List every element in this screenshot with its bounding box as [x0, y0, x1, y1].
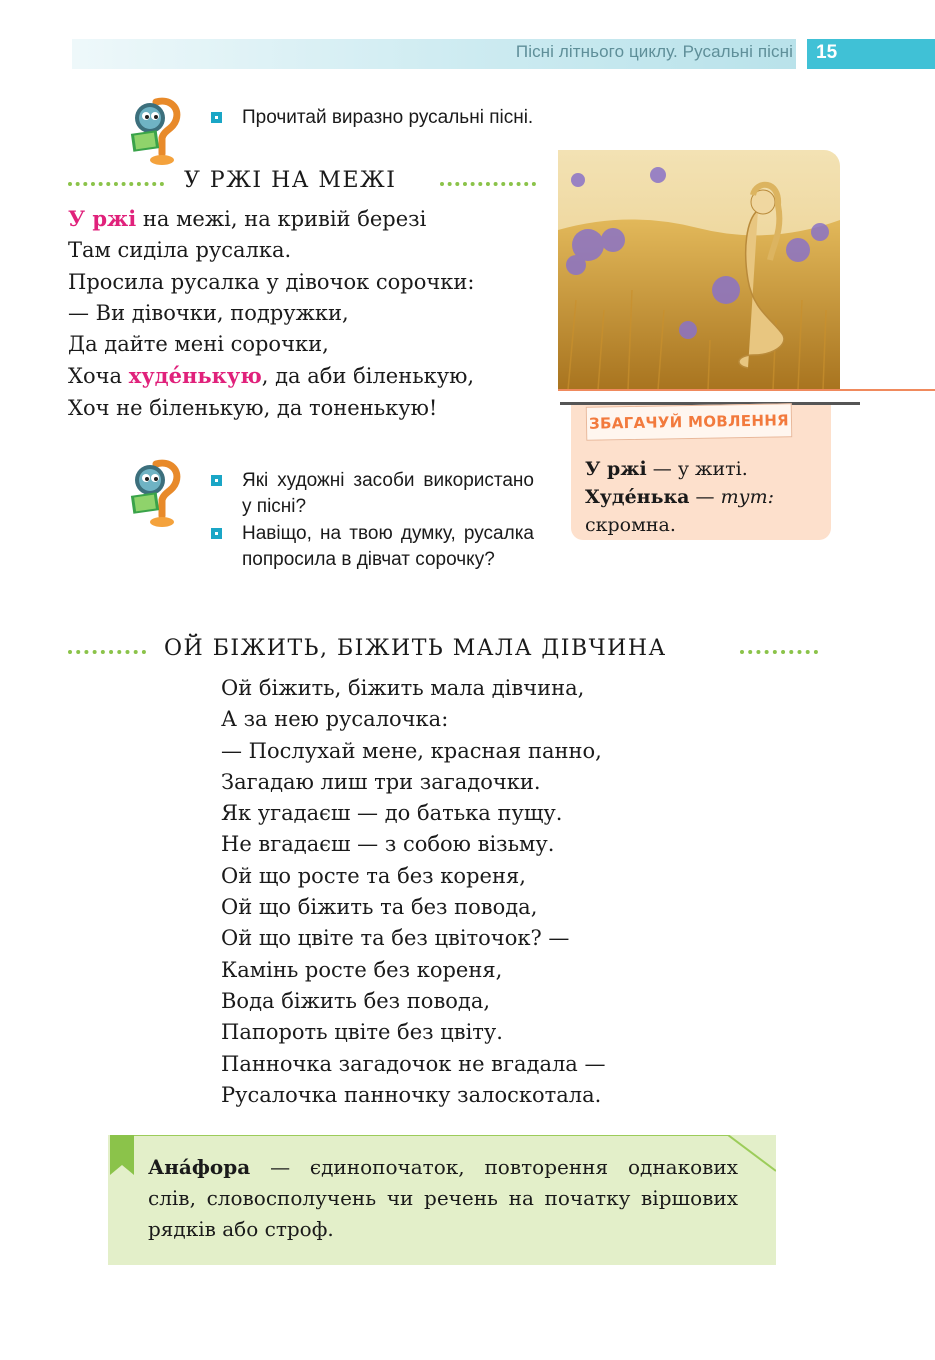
heading-dots-left [68, 182, 164, 186]
question-1: Які художні засоби використано у пісні? [242, 470, 534, 517]
task-read-aloud: Прочитай виразно русальні пісні. [242, 107, 534, 128]
poem-line: Як угадаєш — до батька пущу. [221, 801, 563, 826]
poem-text: Хоча [68, 364, 129, 389]
poem-text: , да аби біленькую, [261, 364, 475, 389]
bullet-marker [211, 528, 222, 539]
poem-line: Просила русалка у дівочок сорочки: [68, 269, 475, 294]
vocabulary-tag: ЗБАГАЧУЙ МОВЛЕННЯ [586, 403, 793, 441]
poem-line: Не вгадаєш — з собою візьму. [221, 832, 555, 857]
poem-line: Загадаю лиш три загадочки. [221, 769, 541, 794]
poem-line: Камінь росте без кореня, [221, 957, 503, 982]
poem-line: Ой що росте та без кореня, [221, 863, 526, 888]
poem-line: Ой біжить, біжить мала дівчина, [221, 676, 585, 700]
vocab-entry: скромна. [585, 514, 676, 536]
vocabulary-entries [585, 455, 774, 539]
song2-poem [221, 673, 606, 1111]
vocab-entry [585, 455, 774, 483]
vocab-dash: — [689, 486, 721, 508]
song1-title: У РЖІ НА МЕЖІ [184, 168, 397, 193]
definition-term: Ана́фора [148, 1155, 251, 1179]
heading-dots-left [68, 650, 146, 654]
vocab-note: тут: [720, 486, 775, 508]
poem-line: Хоч не біленькую, да тоненькую! [68, 395, 438, 420]
reading-mascot-icon [126, 96, 182, 168]
poem-line: Там сиділа русалка. [68, 238, 292, 263]
question-2: Навіщо, на твою думку, русалка попросила в дівчат сорочку? [242, 523, 534, 570]
poem-line: Русалочка панночку залоскотала. [221, 1082, 602, 1107]
heading-dots-right [740, 650, 818, 654]
poem-line: — Ви дівочки, подружки, [68, 300, 349, 325]
poem-line [68, 360, 474, 392]
poem-line: А за нею русалочка: [221, 707, 449, 732]
reading-mascot-icon [126, 458, 182, 530]
poem-line: Панночка загадочок не вгадала — [221, 1051, 606, 1076]
poem-line: — Послухай мене, красная панно, [221, 738, 602, 763]
highlighted-word: худе́нькую [128, 363, 262, 389]
vocab-entry [585, 483, 774, 511]
highlighted-word: У ржі [68, 206, 137, 231]
poem-line [68, 203, 474, 235]
song1-poem [68, 203, 474, 424]
page-number: 15 [816, 42, 838, 63]
definition-body: — єдинопочаток, повторення однакових слів, словосполучень чи речень на початку віршових рядків або строф. [148, 1155, 738, 1241]
running-header-title: Пісні літнього циклу. Русальні пісні [515, 42, 793, 61]
poem-text: на межі, на кривій березі [136, 207, 427, 231]
bullet-marker [211, 475, 222, 486]
poem-line: Да дайте мені сорочки, [68, 332, 329, 357]
poem-line: Ой що біжить та без повода, [221, 895, 538, 920]
heading-dots-right [440, 182, 536, 186]
song2-title: ОЙ БІЖИТЬ, БІЖИТЬ МАЛА ДІВЧИНА [164, 636, 667, 661]
mermaid-field-illustration [558, 150, 840, 390]
vocab-term: У ржі [585, 458, 647, 480]
poem-line: Ой що цвіте та без цвіточок? — [221, 926, 570, 951]
poem-line: Папороть цвіте без цвіту. [221, 1020, 503, 1045]
definition-text [148, 1152, 738, 1245]
poem-line: Вода біжить без повода, [221, 988, 491, 1013]
picture-underline [558, 389, 935, 391]
vocab-term: Худе́нька [585, 486, 690, 508]
vocab-definition: — у житі. [646, 458, 748, 480]
bullet-marker [211, 112, 222, 123]
